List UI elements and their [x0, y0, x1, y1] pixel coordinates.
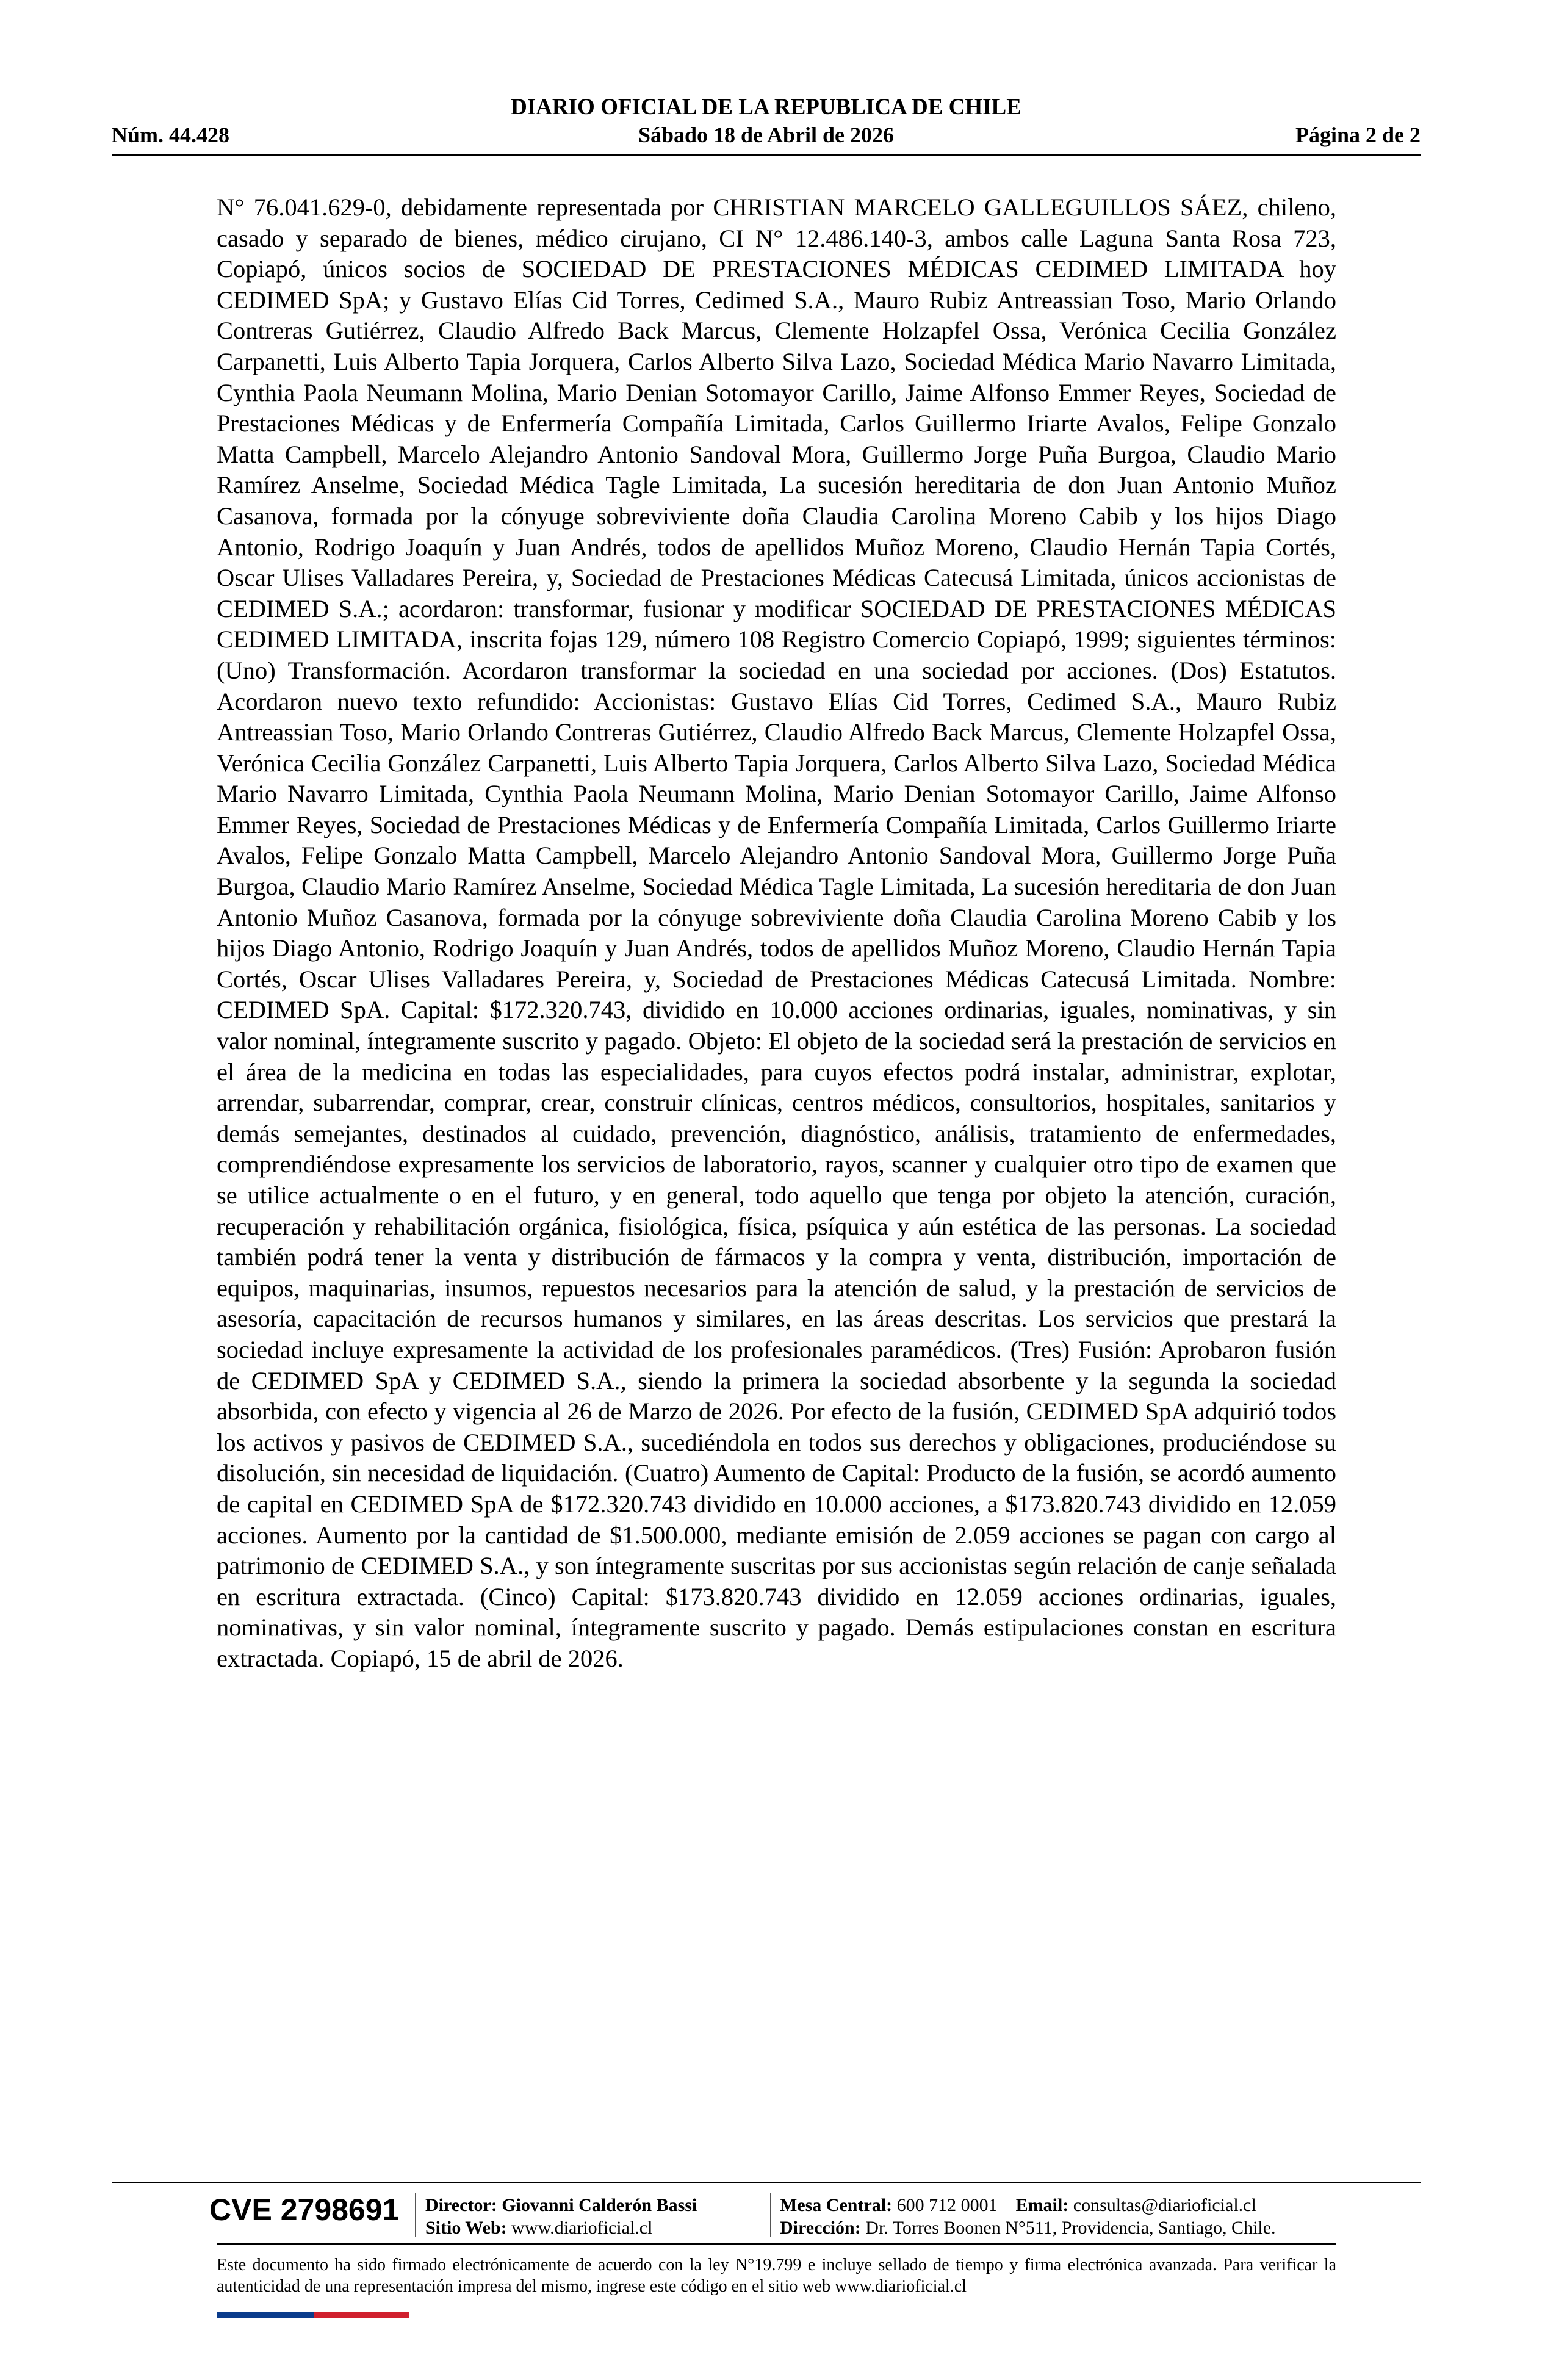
publication-title: DIARIO OFICIAL DE LA REPUBLICA DE CHILE [511, 95, 1021, 120]
issue-date: Sábado 18 de Abril de 2026 [638, 123, 895, 147]
flag-stripe-red [314, 2312, 409, 2318]
extract-body-text: N° 76.041.629-0, debidamente representada por CHRISTIAN MARCELO GALLEGUILLOS SÁEZ, chileno, casado y separado de bienes, médico cirujano, CI N° 12.486.140-3, ambos calle Laguna Santa Rosa 723, Copiapó, únicos socios de SOCIEDAD DE PRESTACIONES MÉDICAS CEDIMED LIMITADA hoy CEDIMED SpA; y Gustavo Elías Cid Torres, Cedimed S.A., Mauro Rubiz Antreassian Toso, Mario Orlando Contreras Gutiérrez, Claudio Alfredo Back Marcus, Clemente Holzapfel Ossa, Verónica Cecilia González Carpanetti, Luis Alberto Tapia Jorquera, Carlos Alberto Silva Lazo, Sociedad Médica Mario Navarro Limitada, Cynthia Paola Neumann Molina, Mario Denian Sotomayor Carillo, Jaime Alfonso Emmer Reyes, Sociedad de Prestaciones Médicas y de Enfermería Compañía Limitada, Carlos Guillermo Iriarte Avalos, Felipe Gonzalo Matta Campbell, Marcelo Alejandro Antonio Sandoval Mora, Guillermo Jorge Puña Burgoa, Claudio Mario Ramírez Anselme, Sociedad Médica Tagle Limitada, La sucesión hereditaria de don Juan Antonio Muñoz Casanova, formada por la cónyuge sobreviviente doña Claudia Carolina Moreno Cabib y los hijos Diago Antonio, Rodrigo Joaquín y Juan Andrés, todos de apellidos Muñoz Moreno, Claudio Hernán Tapia Cortés, Oscar Ulises Valladares Pereira, y, Sociedad de Prestaciones Médicas Catecusá Limitada, únicos accionistas de CEDIMED S.A.; acordaron: transformar, fusionar y modificar SOCIEDAD DE PRESTACIONES MÉDICAS CEDIMED LIMITADA, inscrita fojas 129, número 108 Registro Comercio Copiapó, 1999; siguientes términos: (Uno) Transformación. Acordaron transformar la sociedad en una sociedad por acciones. (Dos) Estatutos. Acordaron nuevo texto refundido: Accionistas: Gustavo Elías Cid Torres, Cedimed S.A., Mauro Rubiz Antreassian Toso, Mario Orlando Contreras Gutiérrez, Claudio Alfredo Back Marcus, Clemente Holzapfel Ossa, Verónica Cecilia González Carpanetti, Luis Alberto Tapia Jorquera, Carlos Alberto Silva Lazo, Sociedad Médica Mario Navarro Limitada, Cynthia Paola Neumann Molina, Mario Denian Sotomayor Carillo, Jaime Alfonso Emmer Reyes, Sociedad de Prestaciones Médicas y de Enfermería Compañía Limitada, Carlos Guillermo Iriarte Avalos, Felipe Gonzalo Matta Campbell, Marcelo Alejandro Antonio Sandoval Mora, Guillermo Jorge Puña Burgoa, Claudio Mario Ramírez Anselme, Sociedad Médica Tagle Limitada, La sucesión hereditaria de don Juan Antonio Muñoz Casanova, formada por la cónyuge sobreviviente doña Claudia Carolina Moreno Cabib y los hijos Diago Antonio, Rodrigo Joaquín y Juan Andrés, todos de apellidos Muñoz Moreno, Claudio Hernán Tapia Cortés, Oscar Ulises Valladares Pereira, y, Sociedad de Prestaciones Médicas Catecusá Limitada. Nombre: CEDIMED SpA. Capital: $172.320.743, dividido en 10.000 acciones ordinarias, iguales, nominativas, y sin valor nominal, íntegramente suscrito y pagado. Objeto: El objeto de la sociedad será la prestación de servicios en el área de la medicina en todas las especialidades, para cuyos efectos podrá instalar, administrar, explotar, arrendar, subarrendar, comprar, crear, construir clínicas, centros médicos, consultorios, hospitales, sanitarios y demás semejantes, destinados al cuidado, prevención, diagnóstico, análisis, tratamiento de enfermedades, comprendiéndose expresamente los servicios de laboratorio, rayos, scanner y cualquier otro tipo de examen que se utilice actualmente o en el futuro, y en general, todo aquello que tenga por objeto la atención, curación, recuperación y rehabilitación orgánica, fisiológica, física, psíquica y aún estética de las personas. La sociedad también podrá tener la venta y distribución de fármacos y la compra y venta, distribución, importación de equipos, maquinarias, insumos, repuestos necesarios para la atención de salud, y la prestación de servicios de asesoría, capacitación de recursos humanos y similares, en las áreas descritas. Los servicios que prestará la sociedad incluye expresamente la actividad de los profesionales paramédicos. (Tres) Fusión: Aprobaron fusión de CEDIMED SpA y CEDIMED S.A., siendo la primera la sociedad absorbente y la segunda la sociedad absorbida, con efecto y vigencia al 26 de Marzo de 2026. Por efecto de la fusión, CEDIMED SpA adquirió todos los activos y pasivos de CEDIMED S.A., sucediéndola en todos sus derechos y obligaciones, produciéndose su disolución, sin necesidad de liquidación. (Cuatro) Aumento de Capital: Producto de la fusión, se acordó aumento de capital en CEDIMED SpA de $172.320.743 dividido en 10.000 acciones, a $173.820.743 dividido en 12.059 acciones. Aumento por la cantidad de $1.500.000, mediante emisión de 2.059 acciones se pagan con cargo al patrimonio de CEDIMED S.A., y son íntegramente suscritas por sus accionistas según relación de canje señalada en escritura extractada. (Cinco) Capital: $173.820.743 dividido en 12.059 acciones ordinarias, iguales, nominativas, y sin valor nominal, íntegramente suscrito y pagado. Demás estipulaciones constan en escritura extractada. Copiapó, 15 de abril de 2026. [217, 193, 1336, 1672]
footer-separator-1 [415, 2193, 416, 2237]
mesa-phone: 600 712 0001 [896, 2195, 998, 2215]
page-header [112, 92, 1421, 159]
footer-separator-2 [770, 2193, 771, 2237]
footer-director-block [425, 2194, 697, 2239]
website-label: Sitio Web: [425, 2218, 507, 2238]
director-label: Director: [425, 2195, 497, 2215]
flag-stripe-blue [217, 2312, 314, 2318]
email-label: Email: [1015, 2195, 1069, 2215]
issue-number: Núm. 44.428 [112, 123, 230, 147]
header-divider [112, 154, 1421, 156]
signature-notice: Este documento ha sido firmado electrónicamente de acuerdo con la ley N°19.799 e incluye sellado de tiempo y firma electrónica avanzada. Para verificar la autenticidad de una representación impresa del mismo, ingrese este código en el sitio web www.diarioficial.cl [217, 2256, 1336, 2296]
page-number: Página 2 de 2 [1295, 123, 1421, 147]
address-label: Dirección: [780, 2218, 861, 2238]
director-name: Giovanni Calderón Bassi [502, 2195, 697, 2215]
cve-code: CVE 2798691 [209, 2193, 400, 2227]
footer-contact-block [780, 2194, 1276, 2239]
footer-divider-bottom [217, 2243, 1336, 2245]
footer-divider-top [112, 2182, 1421, 2183]
address-value: Dr. Torres Boonen N°511, Providencia, Santiago, Chile. [865, 2218, 1276, 2238]
website-link[interactable]: www.diarioficial.cl [511, 2218, 653, 2238]
email-link[interactable]: consultas@diarioficial.cl [1073, 2195, 1256, 2215]
mesa-label: Mesa Central: [780, 2195, 893, 2215]
